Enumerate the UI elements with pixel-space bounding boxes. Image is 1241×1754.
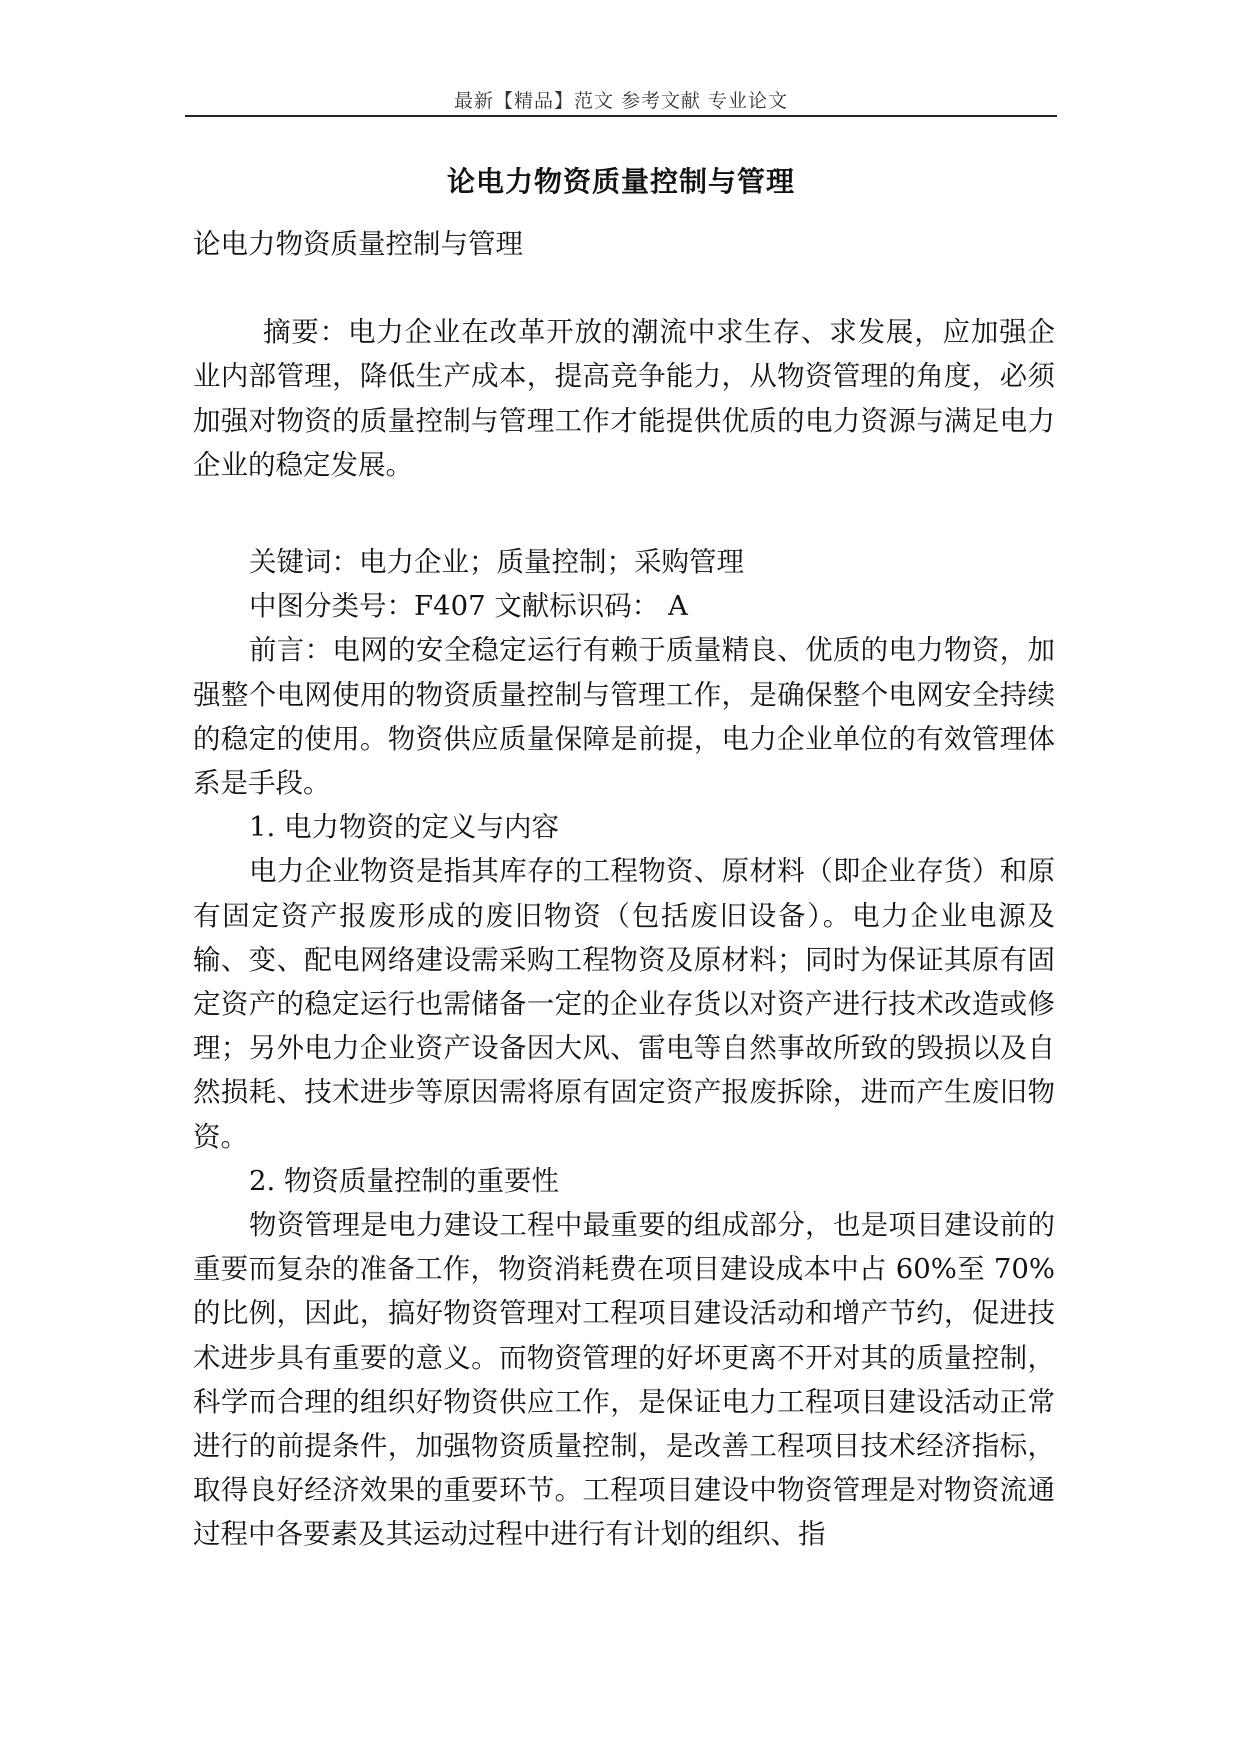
page-header: 最新【精品】范文 参考文献 专业论文 xyxy=(453,90,789,112)
header-divider xyxy=(185,115,1057,117)
keywords-line: 关键词：电力企业；质量控制；采购管理 xyxy=(249,546,744,579)
abstract-paragraph: 摘要：电力企业在改革开放的潮流中求生存、求发展，应加强企业内部管理，降低生产成本，提高竞争能力，从物资管理的角度，必须加强对物资的质量控制与管理工作才能提供优质的电力资源与满足电力企业的稳定发展。 xyxy=(193,316,1055,481)
document-body xyxy=(193,222,1055,1557)
section-2-heading: 2. 物资质量控制的重要性 xyxy=(249,1164,559,1197)
preface-paragraph: 前言：电网的安全稳定运行有赖于质量精良、优质的电力物资，加强整个电网使用的物资质量控制与管理工作，是确保整个电网安全持续的稳定的使用。物资供应质量保障是前提，电力企业单位的有效管理体系是手段。 xyxy=(193,634,1055,800)
section-1-heading: 1. 电力物资的定义与内容 xyxy=(249,811,559,844)
document-title: 论电力物资质量控制与管理 xyxy=(446,165,795,198)
document-subtitle: 论电力物资质量控制与管理 xyxy=(193,228,523,260)
classification-line: 中图分类号：F407 文献标识码： A xyxy=(249,590,688,623)
section-1-paragraph: 电力企业物资是指其库存的工程物资、原材料（即企业存货）和原有固定资产报废形成的废旧物资（包括废旧设备）。电力企业电源及输、变、配电网络建设需采购工程物资及原材料；同时为保证其原有固定资产的稳定运行也需储备一定的企业存货以对资产进行技术改造或修理；另外电力企业资产设备因大风、雷电等自然事故所致的毁损以及自然损耗、技术进步等原因需将原有固定资产报废拆除，进而产生废旧物资。 xyxy=(193,855,1055,1153)
section-2-paragraph: 物资管理是电力建设工程中最重要的组成部分，也是项目建设前的重要而复杂的准备工作，物资消耗费在项目建设成本中占 60%至 70%的比例，因此，搞好物资管理对工程项目建设活动和增产节约，促进技术进步具有重要的意义。而物资管理的好坏更离不开对其的质量控制，科学而合理的组织好物资供应工作，是保证电力工程项目建设活动正常进行的前提条件，加强物资质量控制，是改善工程项目技术经济指标，取得良好经济效果的重要环节。工程项目建设中物资管理是对物资流通过程中各要素及其运动过程中进行有计划的组织、指 xyxy=(193,1209,1055,1551)
